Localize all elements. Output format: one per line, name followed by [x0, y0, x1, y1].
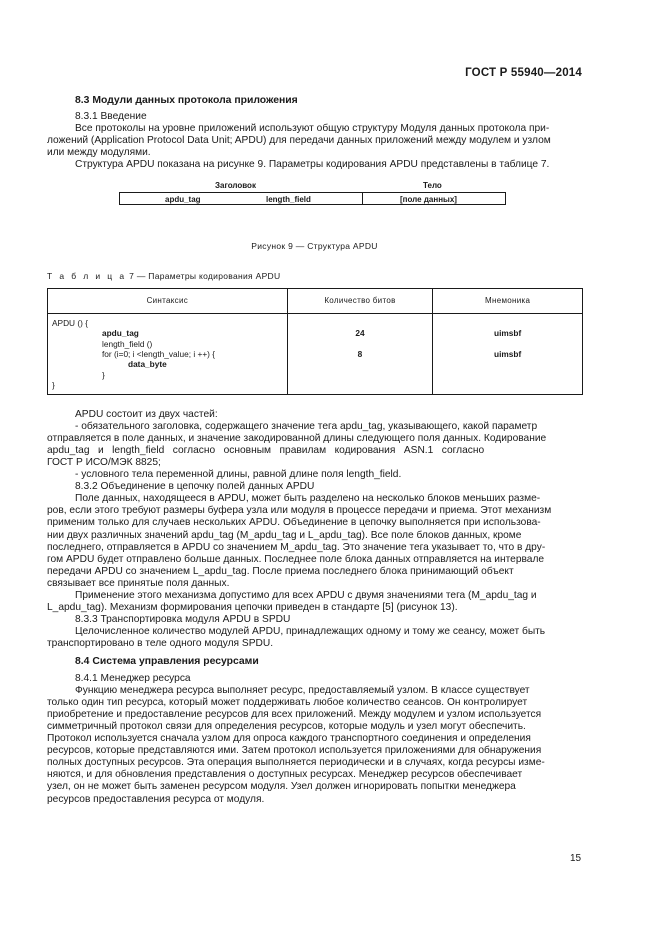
apdu-structure-box — [119, 192, 506, 205]
paragraph: няются, и для обновления представления о доступных ресурсах. Менеджер ресурсов обеспечивает — [47, 769, 523, 781]
cell-length-field: length_field — [266, 194, 311, 204]
cell-data-field: [поле данных] — [400, 194, 457, 204]
paragraph: apdu_tag и length_field согласно основным правилам кодирования ASN.1 согласно — [47, 444, 485, 456]
paragraph: ресурсов, которые представляются ими. Затем протокол используется приложениями для обнаружения — [47, 745, 542, 757]
paragraph: полных доступных ресурсов. Эта операция выполняется периодически и в случаях, когда ресурсы изме- — [47, 757, 545, 769]
paragraph: APDU состоит из двух частей: — [75, 408, 218, 420]
paragraph: симметричный протокол связи для определения ресурсов, которые модуль и узел могут обеспечить. — [47, 720, 526, 732]
standard-header: ГОСТ Р 55940—2014 — [465, 67, 582, 79]
section-heading-8-4: 8.4 Система управления ресурсами — [75, 656, 259, 668]
paragraph: отправляется в поле данных, и значение закодированной длины следующего поля данных. Кодирование — [47, 432, 547, 444]
paragraph: нии двух различных значений apdu_tag (M_apdu_tag и L_apdu_tag). Все поле блоков данных, кроме — [47, 529, 522, 541]
table-title-prefix: Т а б л и ц а — [47, 270, 127, 281]
box-divider — [362, 193, 363, 204]
subsection-8-3-1: 8.3.1 Введение — [75, 111, 147, 123]
code-line: data_byte — [128, 359, 167, 370]
apdu-coding-table — [47, 288, 583, 395]
cell-apdu-tag: apdu_tag — [165, 194, 201, 204]
paragraph: или между модулями. — [47, 147, 151, 159]
table-title — [47, 270, 582, 282]
paragraph: последнего, отправляется в APDU со значением M_apdu_tag. Это значение тега указывает то, что в дру- — [47, 541, 546, 553]
paragraph: Все протоколы на уровне приложений используют общую структуру Модуля данных протокола при- — [75, 123, 550, 135]
code-line: length_field () — [102, 338, 153, 349]
paragraph: Целочисленное количество модулей APDU, принадлежащих одному и тому же сеансу, может быть — [75, 626, 546, 638]
page-content — [47, 95, 582, 806]
paragraph: передачи APDU со значением L_apdu_tag. После приема последнего блока принимающий объект — [47, 565, 514, 577]
bits-value: 24 — [355, 327, 365, 338]
paragraph: гом APDU будет отправлено больше данных. Последнее поле блока данных отправляется на интервале — [47, 553, 545, 565]
code-line: APDU () { — [52, 317, 88, 328]
column-header-mnemonic: Мнемоника — [433, 288, 583, 313]
subsection-8-4-1: 8.4.1 Менеджер ресурса — [75, 672, 191, 684]
paragraph: только один тип ресурса, который может поддерживать любое количество сеансов. Он контролирует — [47, 696, 528, 708]
mnemonic-value: uimsbf — [494, 327, 522, 338]
code-line: } — [52, 380, 55, 391]
bits-value: 8 — [357, 348, 363, 359]
paragraph: - обязательного заголовка, содержащего значение тега apdu_tag, указывающего, какой параметр — [75, 420, 538, 432]
paragraph: ложений (Application Protocol Data Unit; APDU) для передачи данных приложений между модулем и узлом — [47, 135, 551, 147]
paragraph: L_apdu_tag). Механизм формирования цепочки приведен в стандарте [5] (рисунок 13). — [47, 602, 458, 614]
paragraph: Поле данных, находящееся в APDU, может быть разделено на несколько блоков меньших разме- — [75, 493, 541, 505]
paragraph: Применение этого механизма допустимо для всех APDU с двумя значениями тега (M_apdu_tag и — [75, 590, 537, 601]
figure-label-header: Заголовок — [215, 180, 256, 190]
paragraph: Протокол используется сначала узлом для опроса каждого транспортного соединения и определения — [47, 733, 531, 745]
paragraph: ресурсов предоставления ресурса от модуля. — [47, 793, 265, 805]
code-line: apdu_tag — [102, 328, 139, 339]
paragraph: ГОСТ Р ИСО/МЭК 8825; — [47, 456, 161, 468]
mnemonic-value: uimsbf — [494, 348, 522, 359]
code-line: for (i=0; i <length_value; i ++) { — [102, 348, 216, 359]
subsection-8-3-3: 8.3.3 Транспортировка модуля APDU в SPDU — [75, 614, 291, 626]
code-line: } — [102, 369, 105, 380]
section-heading-8-3: 8.3 Модули данных протокола приложения — [75, 95, 298, 106]
paragraph: приобретение и предоставление ресурсов для всех приложений. Между модулем и узлом используется — [47, 708, 542, 720]
subsection-8-3-2: 8.3.2 Объединение в цепочку полей данных APDU — [75, 481, 315, 493]
bits-cell — [287, 313, 433, 394]
column-header-syntax: Синтаксис — [48, 288, 288, 313]
paragraph: транспортировано в теле одного модуля SPDU. — [47, 638, 274, 650]
paragraph: применим только для случаев нескольких APDU. Объединение в цепочку выполняется при использова- — [47, 517, 541, 529]
mnemonic-cell — [433, 313, 583, 394]
syntax-cell — [48, 313, 288, 394]
paragraph: связывает все принятые поля данных. — [47, 577, 230, 589]
paragraph: ров, если этого требуют размеры буфера узла или модуля в процессе передачи и приема. Этот механизм — [47, 505, 552, 517]
paragraph: узел, он не может быть заменен ресурсом модуля. Узел должен игнорировать попытки менеджера — [47, 781, 516, 793]
paragraph: - условного тела переменной длины, равной длине поля length_field. — [75, 469, 402, 481]
figure-9 — [47, 180, 582, 236]
figure-label-body: Тело — [423, 180, 442, 190]
paragraph: Функцию менеджера ресурса выполняет ресурс, предоставляемый узлом. В классе существует — [75, 684, 530, 696]
column-header-bits: Количество битов — [287, 288, 433, 313]
paragraph: Структура APDU показана на рисунке 9. Параметры кодирования APDU представлены в таблице 7. — [75, 159, 550, 171]
page-number: 15 — [570, 853, 582, 864]
table-title-rest: 7 — Параметры кодирования APDU — [126, 270, 281, 281]
figure-caption: Рисунок 9 — Структура APDU — [251, 240, 378, 251]
